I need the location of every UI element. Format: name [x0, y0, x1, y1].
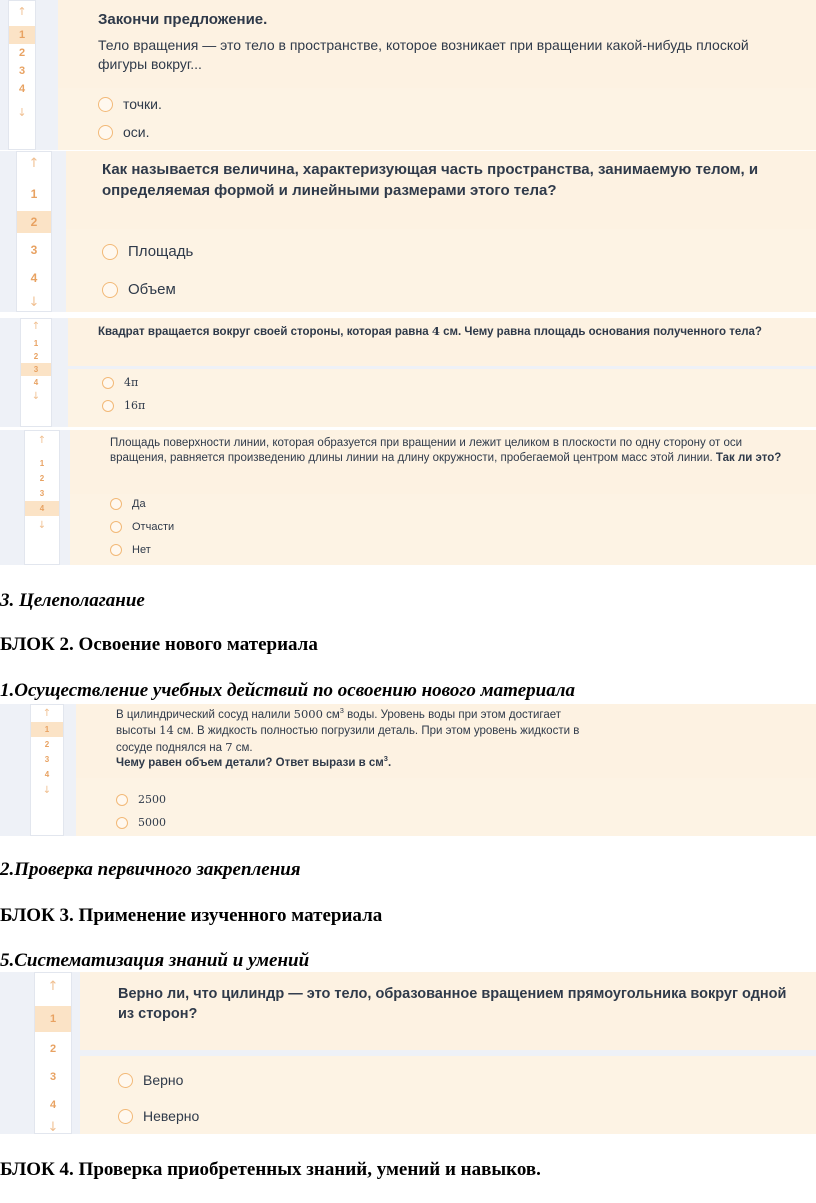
answer-label: Объем [128, 281, 176, 298]
question-box [66, 151, 816, 229]
section-heading: 3. Целеполагание [0, 590, 145, 611]
answer-option[interactable] [102, 376, 138, 389]
nav-item-4[interactable]: 4 [33, 378, 39, 387]
nav-item-4[interactable]: 4 [49, 1099, 57, 1111]
nav-item-1[interactable]: 1 [39, 459, 45, 468]
answers-box [58, 88, 816, 150]
nav-down-arrow-icon[interactable]: ↓ [47, 1120, 59, 1134]
quiz-card-4 [0, 430, 816, 565]
nav-up-arrow-icon[interactable]: ↑ [28, 156, 40, 171]
answers-box [68, 369, 816, 427]
nav-up-arrow-icon[interactable]: ↑ [37, 435, 47, 446]
nav-item-2[interactable]: 2 [49, 1043, 57, 1055]
question-text: В цилиндрический сосуд налили 5000 $см^3$ воды. Уровень воды при этом достигает высоты 14 см. В жидкость полностью погрузили деталь. При этом уровень жидкости в сосуде поднялся на 7 см. [116, 706, 580, 754]
nav-item-4[interactable]: 4 [25, 501, 59, 516]
section-heading: 5.Систематизация знаний и умений [0, 950, 310, 971]
answer-label: Отчасти [132, 521, 175, 533]
radio-button[interactable] [116, 794, 128, 806]
nav-item-2[interactable]: 2 [39, 474, 45, 483]
quiz-card-5 [0, 704, 816, 836]
block-heading: БЛОК 2. Освоение нового материала [0, 634, 318, 655]
nav-item-3[interactable]: 3 [44, 755, 50, 764]
radio-button[interactable] [102, 377, 114, 389]
nav-item-1[interactable]: 1 [31, 722, 63, 737]
question-text: Тело вращения — это тело в пространстве, которое возникает при вращении какой-нибудь плоской фигуры вокруг... [98, 37, 749, 73]
radio-button[interactable] [116, 817, 128, 829]
radio-button[interactable] [110, 498, 122, 510]
question-box [76, 704, 816, 778]
nav-item-2[interactable]: 2 [33, 352, 39, 361]
nav-item-3[interactable]: 3 [18, 65, 26, 77]
answer-label: точки. [123, 96, 162, 112]
question-emphasis: Так ли это? [715, 452, 782, 465]
question-text: Квадрат вращается вокруг своей стороны, которая равна 4 см. Чему равна площадь основания полученного тела? [98, 324, 762, 338]
quiz-card-2 [0, 151, 816, 312]
answer-label: 2500 [138, 793, 166, 806]
nav-item-1[interactable]: 1 [9, 26, 35, 44]
answer-label: Неверно [143, 1108, 200, 1124]
nav-item-3[interactable]: 3 [49, 1071, 57, 1083]
answer-label: оси. [123, 124, 150, 140]
answers-box [70, 494, 816, 565]
radio-button[interactable] [102, 282, 118, 298]
nav-down-arrow-icon[interactable]: ↓ [31, 391, 41, 402]
answer-option[interactable] [102, 281, 176, 298]
nav-item-3[interactable]: 3 [39, 489, 45, 498]
answer-label: Верно [143, 1072, 184, 1088]
nav-item-4[interactable]: 4 [18, 83, 26, 95]
question-text: Площадь поверхности линии, которая образуется при вращении и лежит целиком в плоскости по одну сторону от оси вращения, равняется произведению длины линии на длину окружности, пробегаемой центром масс этой линии. Так ли это? [110, 437, 782, 465]
nav-up-arrow-icon[interactable]: ↑ [17, 5, 27, 18]
radio-button[interactable] [110, 544, 122, 556]
question-box [58, 0, 816, 88]
radio-button[interactable] [102, 400, 114, 412]
question-text: Как называется величина, характеризующая часть пространства, занимаемую телом, и определяемая формой и линейными размерами этого тела? [102, 161, 759, 199]
answer-label: 5000 [138, 816, 166, 829]
radio-button[interactable] [98, 125, 113, 140]
answers-box [80, 1056, 816, 1134]
nav-down-arrow-icon[interactable]: ↓ [37, 520, 47, 531]
radio-button[interactable] [118, 1109, 133, 1124]
nav-down-arrow-icon[interactable]: ↓ [17, 106, 27, 119]
block-heading: БЛОК 3. Применение изученного материала [0, 905, 383, 926]
question-prompt: Чему равен объем детали? Ответ вырази в $см^3$. [116, 754, 392, 769]
question-nav [24, 430, 60, 565]
nav-item-4[interactable]: 4 [30, 271, 38, 285]
nav-item-2[interactable]: 2 [44, 740, 50, 749]
answer-option[interactable] [118, 1072, 183, 1088]
nav-item-1[interactable]: 1 [35, 1006, 71, 1032]
radio-button[interactable] [102, 244, 118, 260]
nav-up-arrow-icon[interactable]: ↑ [31, 321, 41, 332]
radio-button[interactable] [110, 521, 122, 533]
answers-box [66, 229, 816, 312]
answer-option[interactable] [102, 243, 193, 260]
block-heading: БЛОК 4. Проверка приобретенных знаний, умений и навыков. [0, 1159, 541, 1180]
question-box [68, 318, 816, 366]
radio-button[interactable] [98, 97, 113, 112]
answer-option[interactable] [98, 124, 150, 140]
answer-option[interactable] [116, 816, 166, 829]
quiz-card-1 [0, 0, 816, 150]
question-nav [30, 704, 64, 836]
question-nav [8, 0, 36, 150]
answer-option[interactable] [116, 793, 166, 806]
answer-option[interactable] [110, 498, 146, 510]
question-title: Закончи предложение. [98, 11, 268, 28]
answer-option[interactable] [110, 521, 174, 533]
nav-down-arrow-icon[interactable]: ↓ [42, 785, 52, 796]
answers-box [76, 778, 816, 836]
nav-item-1[interactable]: 1 [30, 187, 38, 201]
nav-item-4[interactable]: 4 [44, 770, 50, 779]
answer-label: 4π [124, 376, 139, 389]
answer-option[interactable] [110, 544, 151, 556]
nav-up-arrow-icon[interactable]: ↑ [42, 708, 52, 719]
answer-option[interactable] [98, 96, 162, 112]
nav-item-2[interactable]: 2 [17, 211, 51, 233]
question-box [80, 972, 816, 1050]
answer-label: Да [132, 498, 146, 510]
answer-label: 16π [124, 399, 146, 412]
radio-button[interactable] [118, 1073, 133, 1088]
answer-option[interactable] [102, 399, 145, 412]
nav-up-arrow-icon[interactable]: ↑ [47, 979, 59, 994]
question-text: Верно ли, что цилиндр — это тело, образованное вращением прямоугольника вокруг одной из сторон? [118, 986, 787, 1022]
question-nav [34, 972, 72, 1134]
section-heading: 1.Осуществление учебных действий по освоению нового материала [0, 680, 575, 701]
question-nav [16, 151, 52, 312]
nav-down-arrow-icon[interactable]: ↓ [28, 295, 40, 310]
side-length-value: 4 [431, 324, 440, 338]
answer-label: Площадь [128, 243, 194, 260]
nav-item-2[interactable]: 2 [18, 47, 26, 59]
question-box [70, 430, 816, 494]
quiz-card-3 [0, 318, 816, 427]
nav-item-3[interactable]: 3 [21, 363, 51, 376]
quiz-card-6 [0, 972, 816, 1134]
question-nav [20, 318, 52, 427]
section-heading: 2.Проверка первичного закрепления [0, 859, 301, 880]
answer-label: Нет [132, 544, 151, 556]
nav-item-1[interactable]: 1 [33, 339, 39, 348]
nav-item-3[interactable]: 3 [30, 243, 38, 257]
answer-option[interactable] [118, 1108, 199, 1124]
